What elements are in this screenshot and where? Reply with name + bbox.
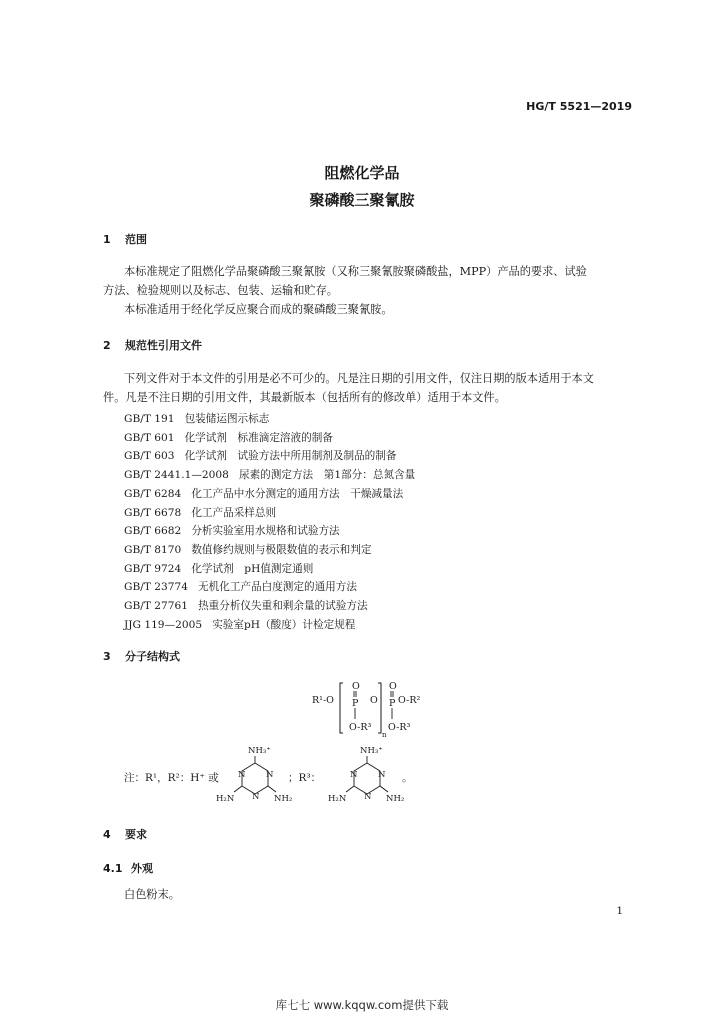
section-2-paragraph-line-2: 件。凡是不注日期的引用文件，其最新版本（包括所有的修改单）适用于本文件。 bbox=[103, 391, 506, 404]
section-3-heading bbox=[103, 648, 180, 664]
section-number: 2 bbox=[103, 339, 111, 352]
melamine-cation-structure-r3 bbox=[328, 746, 404, 804]
reference-code: GB/T 27761 bbox=[124, 600, 188, 613]
reference-code: GB/T 191 bbox=[124, 413, 175, 425]
right-bracket bbox=[378, 683, 381, 733]
reference-title: 化学试剂 试验方法中所用制剂及制品的制备 bbox=[184, 450, 397, 463]
section-title: 范围 bbox=[125, 233, 147, 246]
document-title-line2: 聚磷酸三聚氰胺 bbox=[309, 191, 415, 209]
phosphorus-left: P bbox=[352, 698, 359, 709]
subsection-title: 外观 bbox=[131, 862, 153, 875]
ring-nitrogen: N bbox=[266, 770, 274, 780]
repeat-subscript: n bbox=[382, 731, 387, 739]
ring-nitrogen: N bbox=[252, 792, 260, 802]
reference-code: GB/T 2441.1—2008 bbox=[124, 469, 229, 482]
formula-note-end: 。 bbox=[402, 772, 413, 784]
section-1-paragraph-2: 本标准适用于经化学反应聚合而成的聚磷酸三聚氰胺。 bbox=[124, 303, 393, 316]
reference-title: 包装储运图示标志 bbox=[184, 413, 270, 425]
formula-note-mid: ；R³： bbox=[288, 772, 322, 784]
r1-label: R¹-O bbox=[312, 695, 334, 706]
reference-item bbox=[124, 597, 415, 616]
oxygen-top-left: O bbox=[352, 681, 360, 692]
reference-title: 化学试剂 标准滴定溶液的制备 bbox=[184, 431, 333, 444]
triazine-ring bbox=[354, 763, 380, 794]
reference-code: GB/T 8170 bbox=[124, 543, 182, 556]
r3-right-label: O-R³ bbox=[388, 722, 411, 733]
section-4-heading bbox=[103, 826, 147, 842]
section-2-paragraph-line-1: 下列文件对于本文件的引用是必不可少的。凡是注日期的引用文件，仅注日期的版本适用于本文 bbox=[124, 372, 594, 385]
reference-code: GB/T 601 bbox=[124, 431, 175, 444]
reference-item bbox=[124, 541, 415, 560]
subsection-number: 4.1 bbox=[103, 862, 123, 875]
reference-title: 分析实验室用水规格和试验方法 bbox=[191, 525, 340, 538]
reference-title: 实验室pH（酸度）计检定规程 bbox=[212, 618, 356, 631]
melamine-top-group: NH₃⁺ bbox=[248, 746, 271, 756]
reference-item bbox=[124, 429, 415, 448]
section-2-heading bbox=[103, 337, 202, 353]
reference-code: GB/T 6284 bbox=[124, 487, 182, 500]
section-1-paragraph-1-line-1: 本标准规定了阻燃化学品聚磷酸三聚氰胺（又称三聚氰胺聚磷酸盐，MPP）产品的要求、试验 bbox=[124, 265, 587, 278]
normative-reference-list bbox=[124, 410, 415, 634]
amino-right: NH₂ bbox=[386, 794, 405, 804]
document-title-line1: 阻燃化学品 bbox=[324, 164, 400, 182]
left-bracket bbox=[340, 683, 343, 733]
reference-item bbox=[124, 522, 415, 541]
reference-item bbox=[124, 504, 415, 523]
reference-code: JJG 119—2005 bbox=[124, 618, 203, 631]
section-number: 3 bbox=[103, 650, 111, 663]
bond bbox=[268, 786, 276, 792]
ring-nitrogen: N bbox=[238, 770, 246, 780]
download-source-footer: 库七七 www.kqqw.com提供下载 bbox=[275, 998, 449, 1012]
reference-title: 化工产品中水分测定的通用方法 干燥减量法 bbox=[191, 487, 404, 500]
formula-note-prefix: 注：R¹，R²：H⁺ 或 bbox=[124, 772, 219, 784]
standard-code: HG/T 5521—2019 bbox=[526, 100, 632, 113]
reference-item bbox=[124, 485, 415, 504]
reference-title: 数值修约规则与极限数值的表示和判定 bbox=[191, 543, 372, 556]
phosphorus-right: P bbox=[389, 698, 396, 709]
molecular-structure-figure bbox=[200, 675, 640, 810]
ring-nitrogen: N bbox=[350, 770, 358, 780]
ring-nitrogen: N bbox=[364, 792, 372, 802]
page-number: 1 bbox=[616, 905, 623, 917]
reference-item bbox=[124, 616, 415, 635]
ring-nitrogen: N bbox=[378, 770, 386, 780]
section-title: 分子结构式 bbox=[125, 650, 180, 663]
bond bbox=[380, 786, 388, 792]
section-title: 要求 bbox=[125, 828, 147, 841]
reference-code: GB/T 9724 bbox=[124, 562, 182, 575]
polyphosphate-chain bbox=[312, 681, 420, 739]
reference-title: 无机化工产品白度测定的通用方法 bbox=[198, 581, 357, 594]
reference-title: 化学试剂 pH值测定通则 bbox=[191, 562, 314, 575]
reference-item bbox=[124, 560, 415, 579]
reference-code: GB/T 6682 bbox=[124, 525, 182, 538]
amino-right: NH₂ bbox=[274, 794, 293, 804]
bond bbox=[346, 786, 354, 792]
reference-title: 化工产品采样总则 bbox=[191, 506, 277, 519]
section-4-1-paragraph: 白色粉末。 bbox=[124, 888, 180, 901]
amino-left: H₂N bbox=[216, 794, 235, 804]
reference-item bbox=[124, 447, 415, 466]
r2-label: O-R² bbox=[398, 695, 421, 706]
section-number: 1 bbox=[103, 233, 111, 246]
section-4-1-heading bbox=[103, 860, 153, 876]
reference-code: GB/T 603 bbox=[124, 450, 175, 463]
reference-item bbox=[124, 466, 415, 485]
section-1-paragraph-1-line-2: 方法、检验规则以及标志、包装、运输和贮存。 bbox=[103, 284, 338, 297]
r3-left-label: O-R³ bbox=[349, 722, 372, 733]
section-number: 4 bbox=[103, 828, 111, 841]
oxygen-top-right: O bbox=[389, 681, 397, 692]
reference-code: GB/T 6678 bbox=[124, 506, 182, 519]
reference-title: 尿素的测定方法 第1部分：总氮含量 bbox=[238, 469, 416, 482]
amino-left: H₂N bbox=[328, 794, 347, 804]
reference-item bbox=[124, 410, 415, 429]
reference-title: 热重分析仪失重和剩余量的试验方法 bbox=[198, 600, 368, 613]
triazine-ring bbox=[242, 763, 268, 794]
section-1-heading bbox=[103, 231, 147, 247]
oxygen-bridge: O bbox=[370, 695, 378, 706]
reference-item bbox=[124, 578, 415, 597]
reference-code: GB/T 23774 bbox=[124, 581, 188, 594]
section-title: 规范性引用文件 bbox=[125, 339, 202, 352]
bond bbox=[234, 786, 242, 792]
melamine-cation-structure bbox=[216, 746, 292, 804]
melamine-top-group: NH₃⁺ bbox=[360, 746, 383, 756]
